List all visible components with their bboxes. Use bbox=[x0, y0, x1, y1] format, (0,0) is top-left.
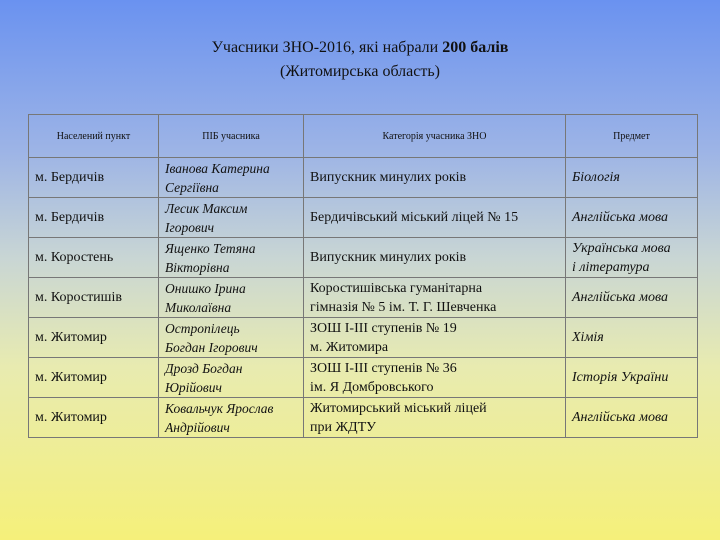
category-cell-line: Випускник минулих років bbox=[310, 250, 467, 265]
participant-name-cell-line: Ященко Тетяна bbox=[165, 240, 256, 256]
subject-cell-line: Біологія bbox=[572, 170, 620, 185]
participant-name-cell-line: Остропілець bbox=[165, 320, 240, 336]
participants-table bbox=[28, 114, 698, 438]
participant-name-cell-line: Богдан Ігорович bbox=[165, 339, 258, 355]
page-title bbox=[0, 36, 720, 84]
table-row bbox=[29, 318, 698, 358]
category-cell-line: м. Житомира bbox=[310, 339, 389, 355]
category-cell bbox=[304, 158, 566, 198]
participant-name-cell-line: Іванова Катерина bbox=[165, 160, 270, 176]
subject-cell bbox=[566, 158, 698, 198]
category-cell bbox=[304, 238, 566, 278]
subject-cell-line: Хімія bbox=[572, 330, 604, 345]
subject-cell bbox=[566, 398, 698, 438]
category-cell-line: ЗОШ І-ІІІ ступенів № 19 bbox=[310, 320, 457, 336]
participant-name-cell-line: Ігорович bbox=[165, 219, 215, 235]
category-cell bbox=[304, 278, 566, 318]
title-region: (Житомирська область) bbox=[280, 63, 440, 80]
subject-cell-line: Історія України bbox=[572, 370, 669, 385]
participant-name-cell-line: Сергіївна bbox=[165, 179, 219, 195]
subject-cell-line: Українська мова bbox=[572, 240, 671, 256]
subject-cell-line: Англійська мова bbox=[572, 210, 668, 225]
table-row bbox=[29, 278, 698, 318]
participant-name-cell-line: Онишко Ірина bbox=[165, 280, 246, 296]
subject-cell bbox=[566, 318, 698, 358]
table-row bbox=[29, 358, 698, 398]
participant-name-cell-line: Лесик Максим bbox=[165, 200, 248, 216]
subject-cell-line: Англійська мова bbox=[572, 290, 668, 305]
category-cell-line: Коростишівська гуманітарна bbox=[310, 280, 483, 296]
category-cell bbox=[304, 398, 566, 438]
city-cell: м. Бердичів bbox=[29, 198, 159, 238]
participant-name-cell bbox=[159, 398, 304, 438]
city-cell: м. Бердичів bbox=[29, 158, 159, 198]
participant-name-cell-line: Дрозд Богдан bbox=[165, 360, 243, 376]
table-row bbox=[29, 238, 698, 278]
city-cell: м. Коростишів bbox=[29, 278, 159, 318]
subject-cell bbox=[566, 278, 698, 318]
category-cell-line: Бердичівський міський ліцей № 15 bbox=[310, 210, 519, 225]
table-row bbox=[29, 158, 698, 198]
subject-cell bbox=[566, 358, 698, 398]
subject-cell-line: і література bbox=[572, 259, 650, 275]
participant-name-cell-line: Вікторівна bbox=[165, 259, 230, 275]
title-line-1 bbox=[0, 36, 720, 60]
title-score: 200 балів bbox=[442, 39, 509, 56]
subject-cell-line: Англійська мова bbox=[572, 410, 668, 425]
category-cell-line: ЗОШ І-ІІІ ступенів № 36 bbox=[310, 360, 457, 376]
title-text: Учасники ЗНО-2016, які набрали bbox=[211, 39, 443, 56]
city-cell: м. Коростень bbox=[29, 238, 159, 278]
city-cell: м. Житомир bbox=[29, 318, 159, 358]
category-cell bbox=[304, 318, 566, 358]
category-cell-line: Випускник минулих років bbox=[310, 170, 467, 185]
category-cell-line: гімназія № 5 ім. Т. Г. Шевченка bbox=[310, 299, 497, 315]
city-cell: м. Житомир bbox=[29, 398, 159, 438]
city-cell: м. Житомир bbox=[29, 358, 159, 398]
participant-name-cell bbox=[159, 318, 304, 358]
participant-name-cell bbox=[159, 278, 304, 318]
category-cell-line: при ЖДТУ bbox=[310, 419, 377, 435]
participant-name-cell-line: Миколаївна bbox=[165, 299, 232, 315]
header-subject: Предмет bbox=[566, 115, 698, 158]
participant-name-cell-line: Юрійович bbox=[165, 379, 222, 395]
subject-cell bbox=[566, 198, 698, 238]
participant-name-cell bbox=[159, 198, 304, 238]
category-cell bbox=[304, 198, 566, 238]
participant-name-cell bbox=[159, 238, 304, 278]
header-city: Населений пункт bbox=[29, 115, 159, 158]
table-body bbox=[29, 158, 698, 438]
category-cell bbox=[304, 358, 566, 398]
subject-cell bbox=[566, 238, 698, 278]
participant-name-cell-line: Ковальчук Ярослав bbox=[165, 400, 274, 416]
category-cell-line: Житомирський міський ліцей bbox=[310, 400, 487, 416]
participant-name-cell bbox=[159, 158, 304, 198]
participant-name-cell-line: Андрійович bbox=[165, 419, 230, 435]
header-category: Категорія учасника ЗНО bbox=[304, 115, 566, 158]
header-name: ПІБ учасника bbox=[159, 115, 304, 158]
table-header-row bbox=[29, 115, 698, 158]
table-row bbox=[29, 198, 698, 238]
participant-name-cell bbox=[159, 358, 304, 398]
table-row bbox=[29, 398, 698, 438]
category-cell-line: ім. Я Домбровського bbox=[310, 379, 434, 395]
